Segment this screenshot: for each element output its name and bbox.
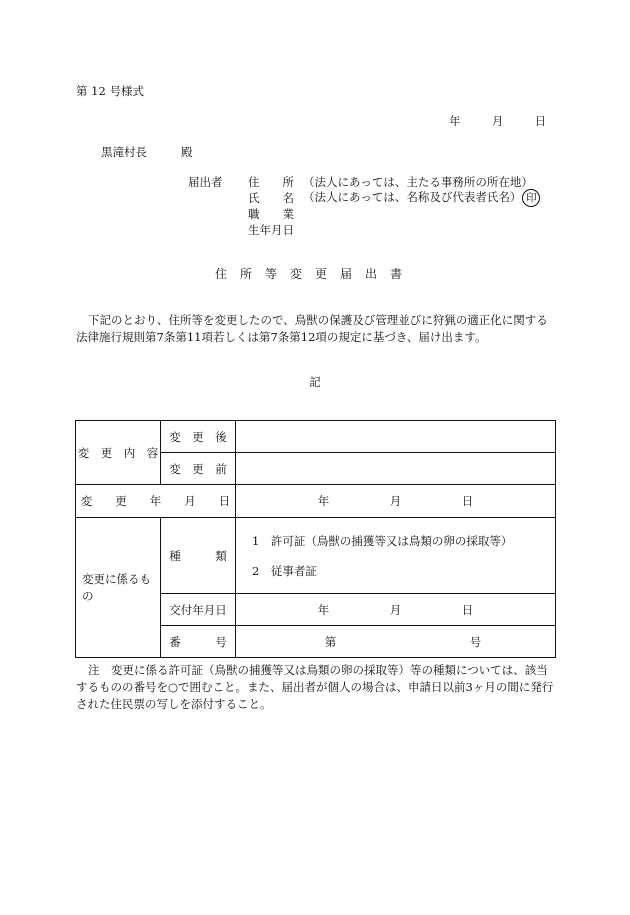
kind-option-permit: 1 許可証（鳥獣の捕獲等又は鳥類の卵の採取等）	[252, 533, 513, 548]
table-row	[76, 518, 556, 594]
note-paragraph	[76, 662, 558, 713]
change-form-table	[75, 420, 556, 658]
addressee-name: 黒滝村長	[101, 145, 147, 159]
ki-heading: 記	[309, 375, 321, 389]
birthdate-label: 生年月日	[248, 223, 294, 237]
kind-label: 種 類	[161, 518, 236, 594]
change-date-label: 変 更 年 月 日	[76, 485, 236, 518]
issue-day: 日	[461, 602, 474, 617]
intro-paragraph	[76, 312, 556, 346]
date-month-label: 月	[491, 114, 504, 128]
after-label: 変 更 後	[161, 421, 236, 453]
table-row	[76, 485, 556, 518]
name-note-row	[303, 189, 540, 207]
address-note: （法人にあっては、主たる事務所の所在地）	[303, 175, 533, 189]
name-label: 氏 名	[248, 191, 294, 205]
number-prefix: 第	[324, 634, 337, 649]
number-value	[236, 626, 556, 658]
number-label: 番 号	[161, 626, 236, 658]
occupation-label: 職 業	[248, 207, 294, 221]
date-day-label: 日	[534, 114, 547, 128]
kind-option-worker: 2 従事者証	[252, 563, 317, 578]
form-number: 第 12 号様式	[76, 84, 144, 98]
related-items-header: 変更に係るもの	[76, 518, 161, 658]
kind-options	[236, 518, 556, 594]
change-day: 日	[461, 494, 474, 508]
number-suffix: 号	[469, 634, 482, 649]
change-content-header: 変 更 内 容	[76, 421, 161, 485]
date-line	[449, 114, 546, 128]
before-label: 変 更 前	[161, 453, 236, 485]
issue-date-value	[236, 594, 556, 626]
change-year: 年	[317, 494, 330, 508]
issue-date-label: 交付年月日	[161, 594, 236, 626]
applicant-label: 届出者	[188, 175, 223, 189]
date-year-label: 年	[449, 114, 461, 128]
issue-year: 年	[317, 602, 330, 617]
change-date-value	[236, 485, 556, 518]
address-label: 住 所	[248, 175, 294, 189]
document-title: 住所等変更届出書	[214, 267, 415, 281]
name-note: （法人にあっては、名称及び代表者氏名）	[303, 190, 522, 204]
issue-month: 月	[389, 602, 402, 617]
change-month: 月	[389, 494, 402, 508]
before-value	[236, 453, 556, 485]
addressee-honorific: 殿	[181, 145, 193, 159]
seal-mark: 印	[522, 189, 540, 207]
intro-text: 下記のとおり、住所等を変更したので、鳥獣の保護及び管理並びに狩猟の適正化に関する法律施行規則第7条第11項若しくは第7条第12項の規定に基づき、届け出ます。	[76, 313, 548, 344]
note-text: 注 変更に係る許可証（鳥獣の捕獲等又は鳥類の卵の採取等）等の種類については、該当するものの番号を○で囲むこと。また、届出者が個人の場合は、申請日以前3ヶ月の間に発行された住民票の写しを添付すること。	[76, 663, 554, 711]
table-row	[76, 421, 556, 453]
after-value	[236, 421, 556, 453]
